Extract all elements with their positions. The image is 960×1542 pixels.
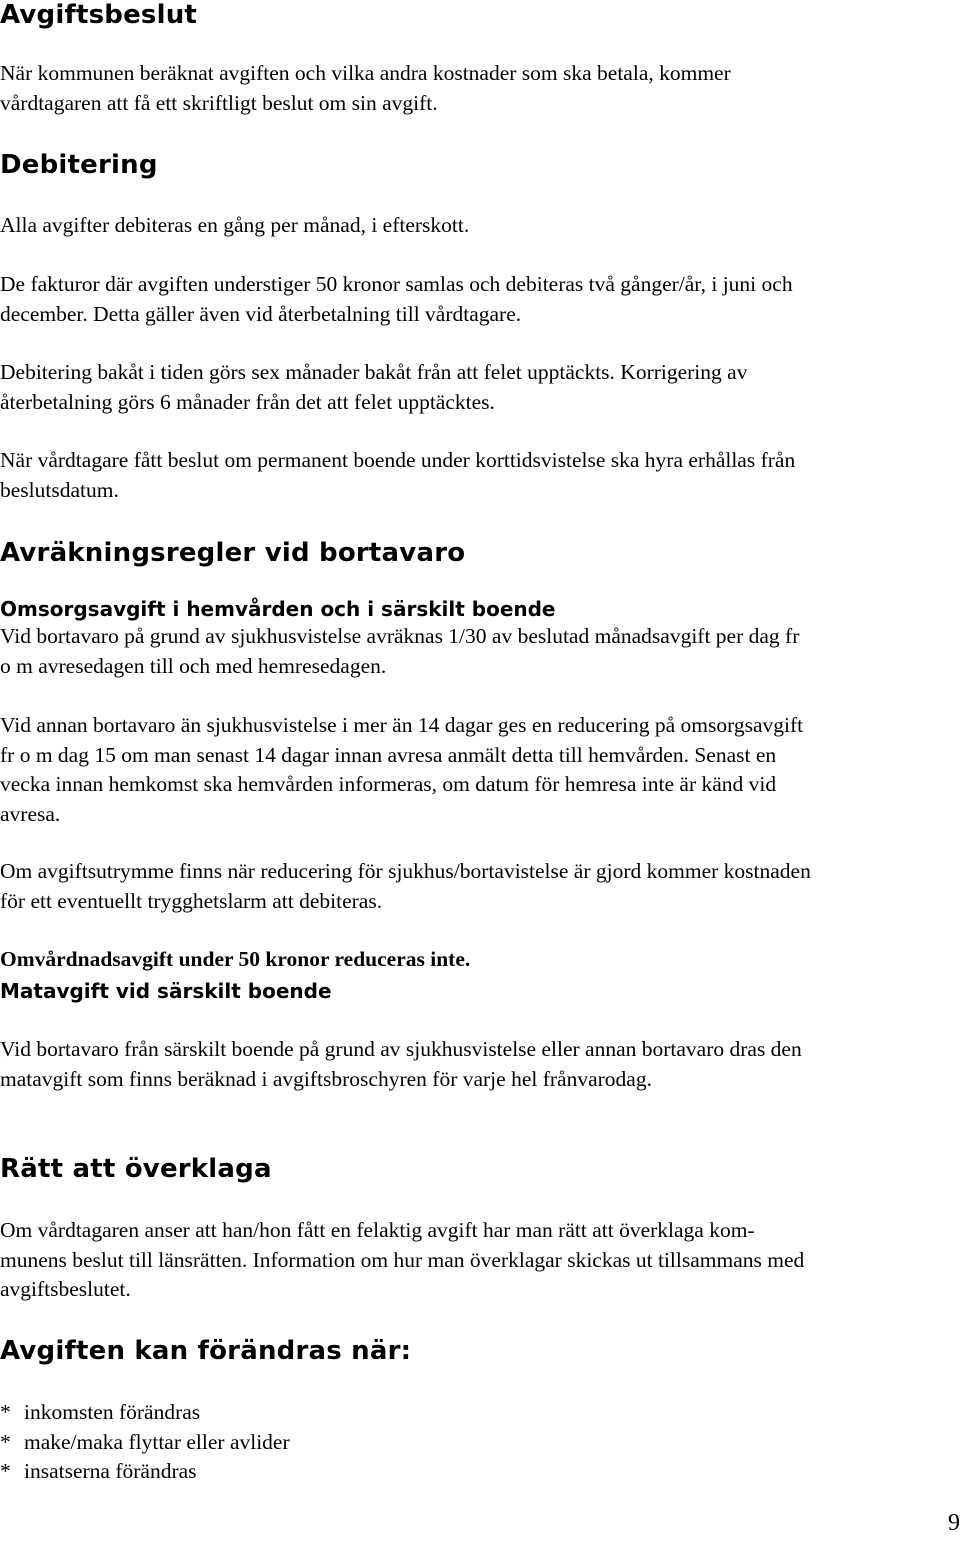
text-line: december. Detta gäller även vid återbetalning till vårdtagare. [0,301,522,326]
text-line: o m avresedagen till och med hemresedagen. [0,653,387,678]
list-item [0,1457,960,1487]
list-item-text: inkomsten förändras [24,1400,201,1424]
text-line: vårdtagaren att få ett skriftligt beslut om sin avgift. [0,90,438,115]
text-line: avresa. [0,801,61,826]
paragraph-avgiftsbeslut [0,59,960,118]
heading-avgiften-kan-forandras: Avgiften kan förändras när: [0,1336,412,1366]
paragraph-omsorg-3 [0,857,960,916]
paragraph-overklaga [0,1216,960,1305]
page-number: 9 [948,1510,960,1536]
list-item [0,1428,960,1458]
text-line: fr o m dag 15 om man senast 14 dagar innan avresa anmält detta till hemvården. Senast en [0,742,777,767]
text-line: Om avgiftsutrymme finns när reducering för sjukhus/bortavistelse är gjord kommer kostnaden [0,859,811,883]
text-line: De fakturor där avgiften understiger 50 kronor samlas och debiteras två gånger/år, i juni och [0,272,793,296]
list-forandras [0,1398,960,1487]
paragraph-omsorg-bold [0,945,960,975]
paragraph-debitering-4 [0,446,960,505]
heading-ratt-att-overklaga: Rätt att överklaga [0,1154,272,1184]
heading-avgiftsbeslut: Avgiftsbeslut [0,0,198,30]
text-line: vecka innan hemkomst ska hemvården informeras, om datum för hemresa inte är känd vid [0,772,777,796]
text-line: Om vårdtagaren anser att han/hon fått en felaktig avgift har man rätt att överklaga kom- [0,1218,755,1242]
bullet-asterisk: * [0,1459,11,1483]
paragraph-omsorg-2 [0,711,960,829]
text-line: Vid annan bortavaro än sjukhusvistelse i mer än 14 dagar ges en reducering på omsorgsavgift [0,713,804,737]
text-line: Debitering bakåt i tiden görs sex månader bakåt från att felet upptäckts. Korrigering av [0,360,748,384]
text-line: matavgift som finns beräknad i avgiftsbroschyren för varje hel frånvarodag. [0,1066,652,1091]
subheading-matavgift: Matavgift vid särskilt boende [0,979,332,1003]
text-line: beslutsdatum. [0,477,119,502]
paragraph-debitering-3 [0,358,960,417]
paragraph-debitering-2 [0,270,960,329]
text-line: återbetalning görs 6 månader från det att felet upptäcktes. [0,389,495,414]
text-line: När kommunen beräknat avgiften och vilka andra kostnader som ska betala, kommer [0,61,731,85]
paragraph-debitering-1 [0,211,960,241]
text-line: När vårdtagare fått beslut om permanent boende under korttidsvistelse ska hyra erhållas från [0,448,796,472]
bullet-asterisk: * [0,1400,11,1424]
text-line: munens beslut till länsrätten. Information om hur man överklagar skickas ut tillsammans med [0,1247,805,1272]
heading-avrakningsregler: Avräkningsregler vid bortavaro [0,538,466,568]
text-line: avgiftsbeslutet. [0,1277,131,1301]
text-line: Vid bortavaro på grund av sjukhusvistelse avräknas 1/30 av beslutad månadsavgift per dag fr [0,624,800,648]
list-item [0,1398,960,1428]
heading-debitering: Debitering [0,150,158,180]
text-line: Vid bortavaro från särskilt boende på grund av sjukhusvistelse eller annan bortavaro dras den [0,1037,802,1061]
text-line: för ett eventuellt trygghetslarm att debiteras. [0,888,383,913]
list-item-text: insatserna förändras [24,1459,197,1483]
subheading-omsorgsavgift: Omsorgsavgift i hemvården och i särskilt boende [0,597,556,621]
paragraph-matavgift [0,1035,960,1094]
list-item-text: make/maka flyttar eller avlider [24,1429,290,1454]
bullet-asterisk: * [0,1429,11,1454]
text-line: Alla avgifter debiteras en gång per månad, i efterskott. [0,213,470,237]
text-line: Omvårdnadsavgift under 50 kronor reduceras inte. [0,947,471,971]
paragraph-omsorg-1 [0,622,960,681]
